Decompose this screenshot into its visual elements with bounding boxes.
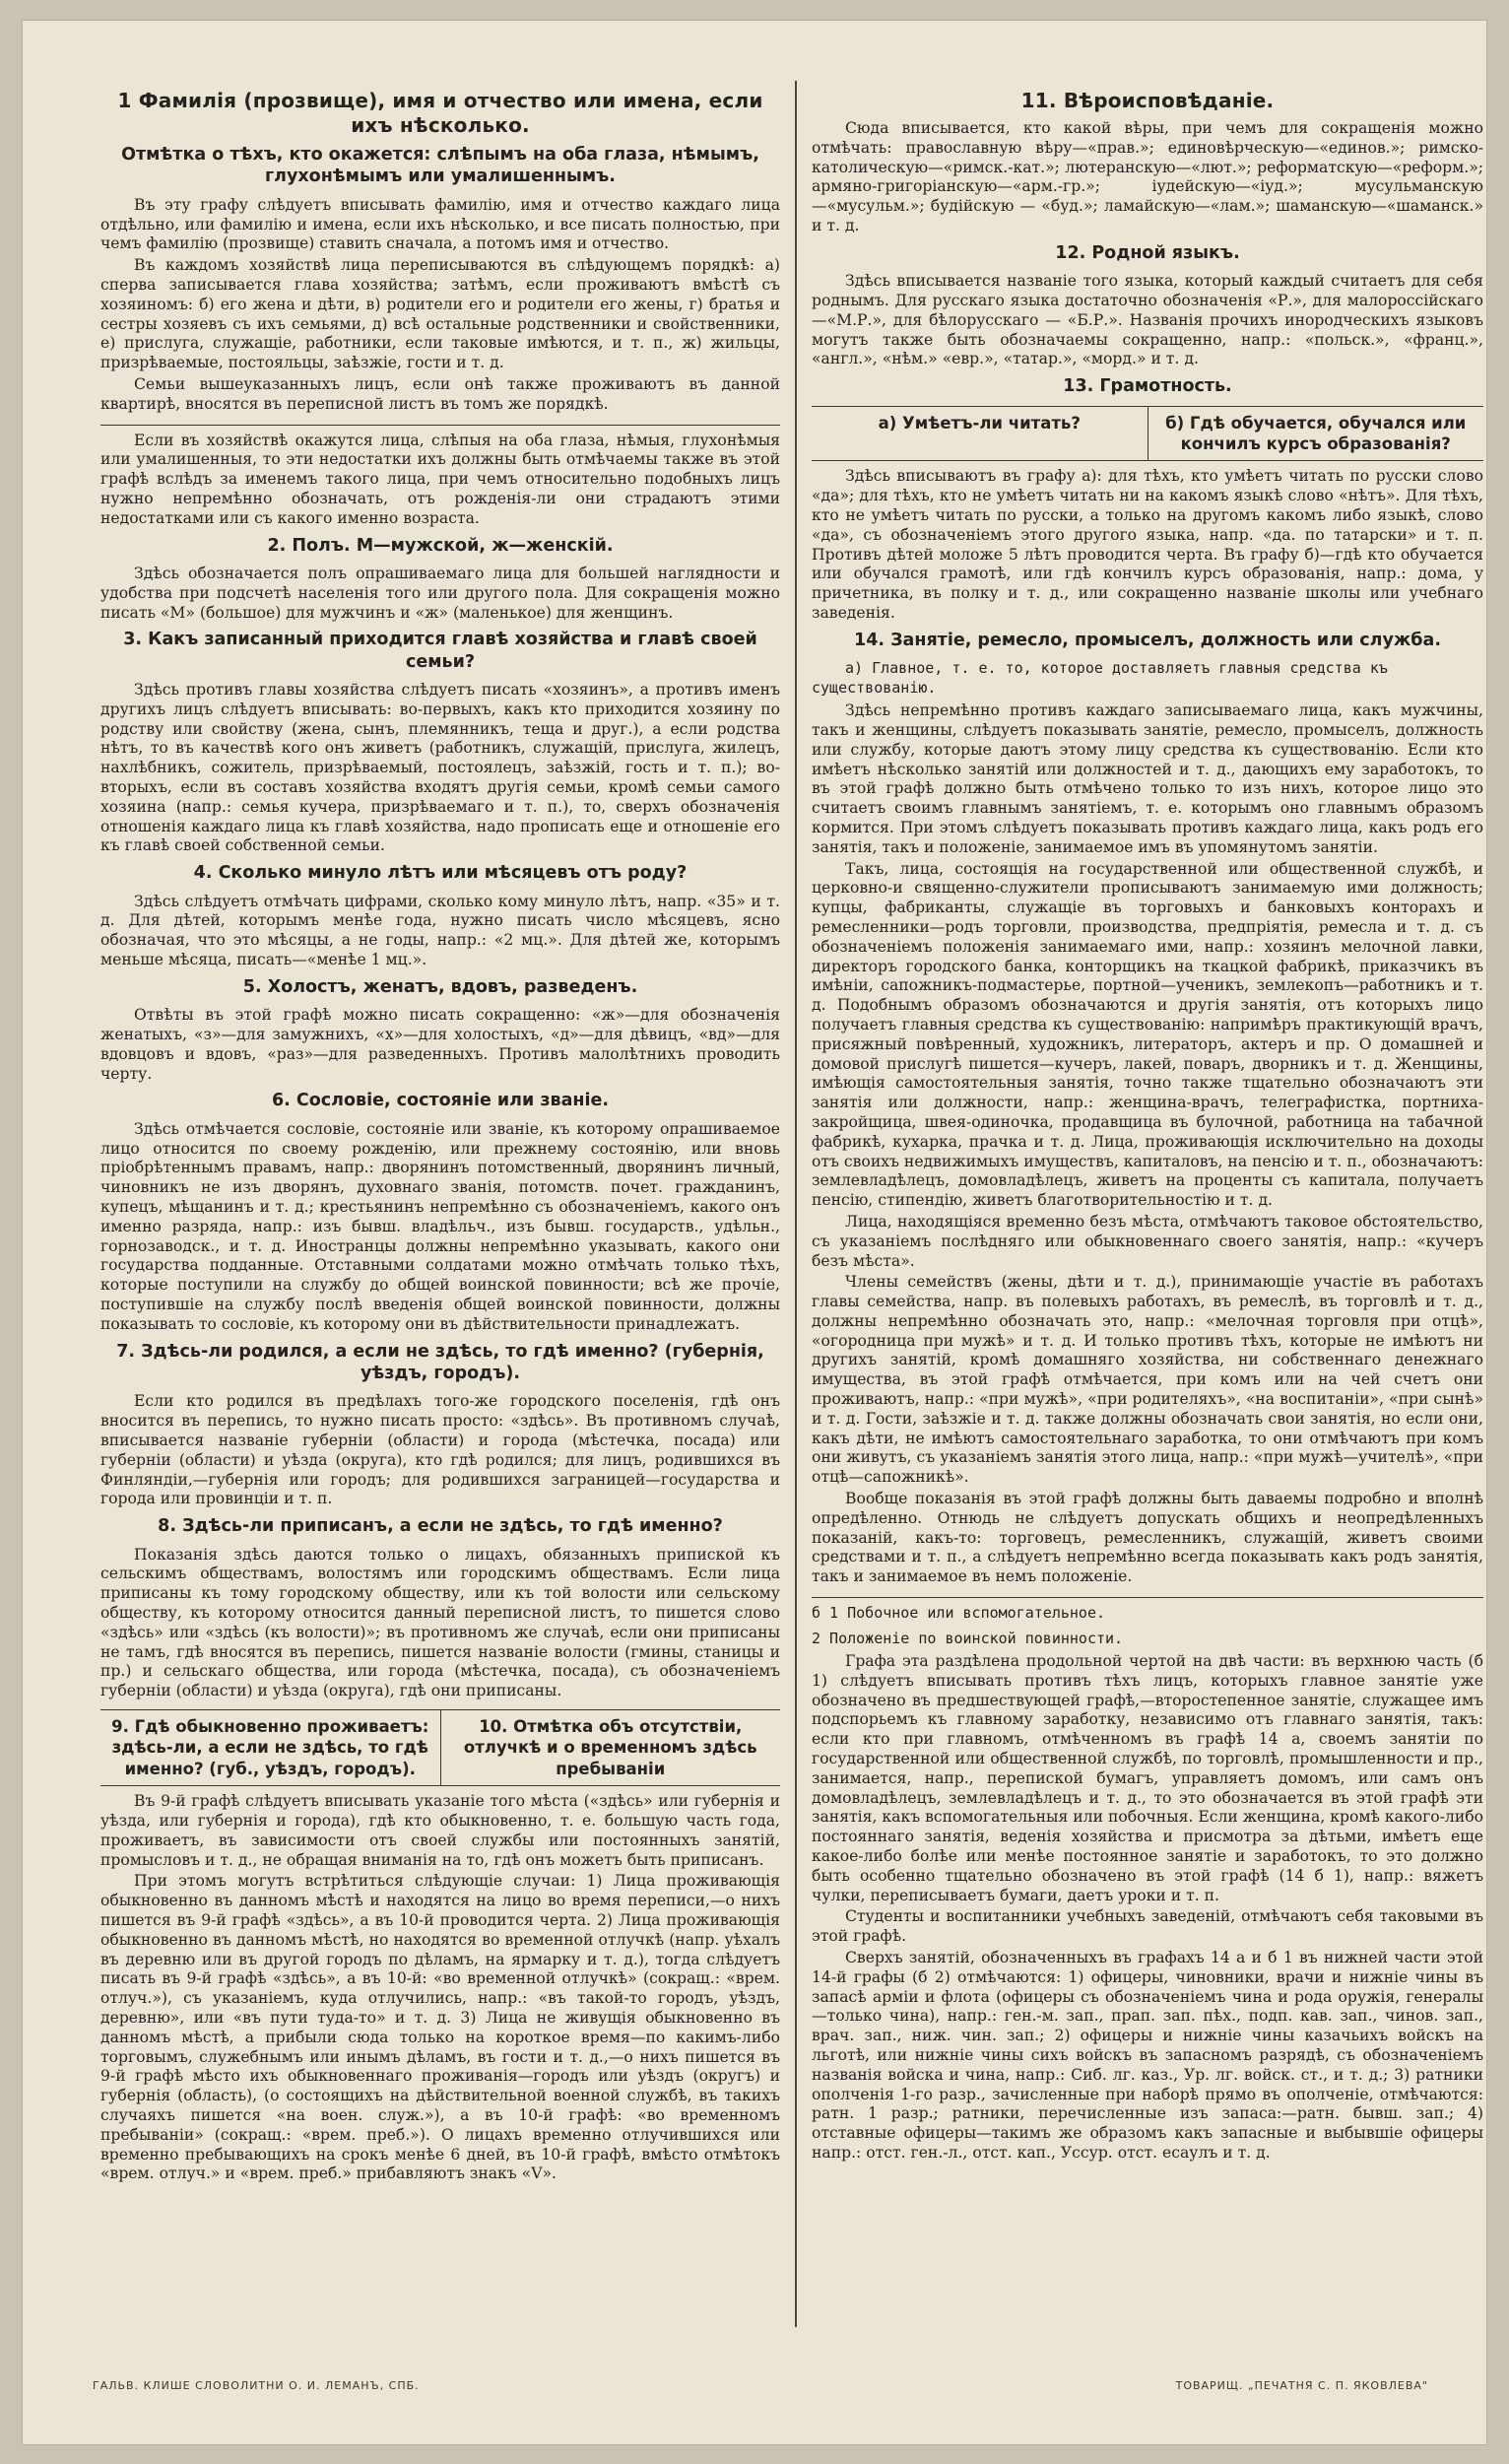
paragraph: Въ каждомъ хозяйствѣ лица переписываются въ слѣдующемъ порядкѣ: а) сперва записывается глава хозяйства; затѣмъ, если проживаютъ вмѣстѣ съ хозяиномъ: б) его жена и дѣти, в) родители его и родители его жены, г) братья и сестры хозяевъ съ ихъ семьями, д) всѣ остальные родственники и свойственники, е) прислуга, служащіе, работники, если таковые имѣются, и т. п., ж) жильцы, призрѣваемые, постояльцы, заѣзжіе, гости и т. д. bbox=[100, 256, 780, 372]
section-13b-title: б) Гдѣ обучается, обучался или кончилъ курсъ образованія? bbox=[1148, 407, 1484, 461]
divider bbox=[812, 1597, 1483, 1598]
left-column bbox=[100, 81, 780, 2327]
section-8-title: 8. Здѣсь-ли приписанъ, а если не здѣсь, то гдѣ именно? bbox=[158, 1516, 723, 1537]
section-13a-title: а) Умѣетъ-ли читать? bbox=[878, 413, 1081, 433]
paragraph: Здѣсь вписывается названіе того языка, который каждый считаетъ для себя роднымъ. Для русскаго языка достаточно обозначенія «Р.», для малороссійскаго—«М.Р.», для бѣлорусскаго — «Б.Р.». Названія прочихъ инородческихъ языковъ могутъ также быть обозначаемы сокращенно, напр.: «польск.», «франц.», «англ.», «нѣм.» «евр.», «татар.», «морд.» и т. д. bbox=[812, 272, 1483, 368]
section-13-title: 13. Грамотность. bbox=[1063, 376, 1232, 397]
section-12-title: 12. Родной языкъ. bbox=[1055, 242, 1240, 263]
paragraph: Вообще показанія въ этой графѣ должны быть даваемы подробно и вполнѣ опредѣленно. Отнюдь не слѣдуетъ допускать общихъ и неопредѣленныхъ показаній, какъ-то: торговецъ, ремесленникъ, служащій, живетъ своими средствами и т. п., а слѣдуетъ непремѣнно всегда показывать какъ родъ занятія, такъ и занимаемое въ немъ положеніе. bbox=[812, 1490, 1483, 1586]
section-9-10-header bbox=[100, 1709, 780, 1786]
section-7-title: 7. Здѣсь-ли родился, а если не здѣсь, то гдѣ именно? (губернія, уѣздъ, городъ). bbox=[116, 1341, 764, 1383]
paragraph: Графа эта раздѣлена продольной чертой на двѣ части: въ верхнюю часть (б 1) слѣдуетъ вписывать противъ тѣхъ лицъ, которыхъ главное занятіе уже обозначено въ предшествующей графѣ,—второстепенное занятіе, служащее имъ подспорьемъ къ главному заработку, независимо отъ главнаго занятія, такъ: если кто при главномъ, отмѣченномъ въ графѣ 14 а, своемъ занятіи по государственной или общественной службѣ, по торговлѣ, промышленности и пр., занимается, напр., перепиской бумагъ, управляетъ домомъ, или самъ онъ домовладѣлецъ, землевладѣлецъ и т. д., то это обозначается въ этой графѣ эти занятія, какъ вспомогательныя или побочныя. Если женщина, кромѣ какого-либо постояннаго занятія, веденія хозяйства и присмотра за дѣтьми, имѣетъ еще какое-либо болѣе или менѣе постоянное занятіе и заработокъ, то это должно быть особенно тщательно обозначено въ этой графѣ (14 б 1), напр.: вяжетъ чулки, переписываетъ бумаги, даетъ уроки и т. п. bbox=[812, 1652, 1483, 1904]
paragraph: Показанія здѣсь даются только о лицахъ, обязанныхъ припиской къ сельскимъ обществамъ, волостямъ или городскимъ обществамъ. Если лица приписаны къ тому городскому обществу, или къ той волости или сельскому обществу, къ которому относится данный переписной листъ, то пишется слово «здѣсь» или «здѣсь (къ волости)»; въ противномъ же случаѣ, если они приписаны не тамъ, гдѣ вносятся въ перепись, пишется названіе волости (гмины, станицы и пр.) и сельскаго общества, или города (мѣстечка, посада), съ обозначеніемъ губерніи (области) и уѣзда (округа), гдѣ они приписаны. bbox=[100, 1545, 780, 1700]
paragraph: Сверхъ занятій, обозначенныхъ въ графахъ 14 а и б 1 въ нижней части этой 14-й графы (б 2) отмѣчаются: 1) офицеры, чиновники, врачи и нижніе чины въ запасѣ арміи и флота (офицеры съ обозначеніемъ чина и рода оружія, генералы—только чина), напр.: ген.-м. зап., прап. зап. пѣх., подп. кав. зап., чинов. зап., врач. зап., ниж. чин. зап.; 2) офицеры и нижніе чины казачьихъ войскъ на льготѣ, или нижніе чины сихъ войскъ въ запасномъ разрядѣ, съ обозначеніемъ названія войска и чина, напр.: Сиб. лг. каз., Ур. лг. войск. ст., и т. д.; 3) ратники ополченія 1-го разр., зачисленные при наборѣ прямо въ ополченіе, отмѣчаются: ратн. 1 разр.; ратники, перечисленные изъ запаса:—ратн. бывш. зап.; 4) отставные офицеры—такимъ же образомъ какъ запасные и выбывшіе офицеры напр.: отст. ген.-л., отст. кап., Уссур. отст. есаулъ и т. д. bbox=[812, 1949, 1483, 2162]
paragraph: Если въ хозяйствѣ окажутся лица, слѣпыя на оба глаза, нѣмыя, глухонѣмыя или умалишенныя, то эти недостатки ихъ должны быть отмѣчаемы также въ этой графѣ вслѣдъ за именемъ такого лица, при чемъ относительно подобныхъ лицъ нужно непремѣнно обозначать, отъ рожденія-ли они страдаютъ этими недостатками или съ какого именно возраста. bbox=[100, 431, 780, 527]
section-5-title: 5. Холостъ, женатъ, вдовъ, разведенъ. bbox=[242, 976, 638, 997]
section-11-title: 11. Вѣроисповѣданіе. bbox=[1020, 89, 1275, 112]
paragraph: При этомъ могутъ встрѣтиться слѣдующіе случаи: 1) Лица проживающія обыкновенно въ данномъ мѣстѣ и находятся на лицо во время переписи,—о нихъ пишется въ 9-й графѣ «здѣсь», а въ 10-й проводится черта. 2) Лица проживающія обыкновенно въ данномъ мѣстѣ, но находятся во временной отлучкѣ (напр. уѣхалъ въ деревню или въ другой городъ по дѣламъ, на ярмарку и т. д.), тогда слѣдуетъ писать въ 9-й графѣ «здѣсь», а въ 10-й: «во временной отлучкѣ» (сокращ.: «врем. отлуч.»), съ указаніемъ, куда отлучились, напр.: «въ такой-то городъ, уѣздъ, деревню», или «въ пути туда-то» и т. д. 3) Лица не живущія обыкновенно въ данномъ мѣстѣ, а прибыли сюда только на короткое время—по какимъ-либо торговымъ, служебнымъ или инымъ дѣламъ, въ гости и т. д.,—о нихъ пишется въ 9-й графѣ мѣсто ихъ обыкновеннаго проживанія—городъ или уѣздъ (округъ) и губернія (область), (о состоящихъ на дѣйствительной военной службѣ, въ такихъ случаяхъ пишется «на воен. служ.»), а въ 10-й графѣ: «во временномъ пребываніи» (сокращ.: «врем. преб.»). О лицахъ временно отлучившихся или временно пребывающихъ на срокъ менѣе 6 дней, въ 10-й графѣ, вмѣсто отмѣтокъ «врем. отлуч.» и «врем. преб.» прибавляютъ знакъ «V». bbox=[100, 1872, 780, 2183]
paragraph: Здѣсь слѣдуетъ отмѣчать цифрами, сколько кому минуло лѣтъ, напр. «35» и т. д. Для дѣтей, которымъ менѣе года, нужно писать число мѣсяцевъ, ясно обозначая, что это мѣсяцы, а не годы, напр.: «2 мц.». Для дѣтей же, которымъ меньше мѣсяца, писать—«менѣе 1 мц.». bbox=[100, 892, 780, 969]
section-1-subtitle: Отмѣтка о тѣхъ, кто окажется: слѣпымъ на оба глаза, нѣмымъ, глухонѣмымъ или умалишеннымъ. bbox=[121, 145, 759, 187]
divider bbox=[100, 425, 780, 426]
paragraph: Здѣсь непремѣнно противъ каждаго записываемаго лица, какъ мужчины, такъ и женщины, слѣдуетъ показывать занятіе, ремесло, промыселъ, должность или службу, которые даютъ этому лицу средства къ существованію. Если кто имѣетъ нѣсколько занятій или должностей и т. д., дающихъ ему заработокъ, то въ этой графѣ должно быть отмѣчено только то изъ нихъ, которое лицо это считаетъ своимъ главнымъ занятіемъ, т. е. которымъ оно главнымъ образомъ кормится. При этомъ слѣдуетъ показывать противъ каждаго лица, какъ родъ его занятія, такъ и положеніе, занимаемое имъ въ упомянутомъ занятіи. bbox=[812, 701, 1483, 856]
paragraph: Лица, находящіяся временно безъ мѣста, отмѣчаютъ таковое обстоятельство, съ указаніемъ послѣдняго или обыкновеннаго своего занятія, напр.: «кучеръ безъ мѣста». bbox=[812, 1212, 1483, 1270]
paragraph: Отвѣты въ этой графѣ можно писать сокращенно: «ж»—для обозначенія женатыхъ, «з»—для замужнихъ, «х»—для холостыхъ, «д»—для дѣвицъ, «вд»—для вдовцовъ и вдовъ, «раз»—для разведенныхъ. Противъ малолѣтнихъ проводить черту. bbox=[100, 1006, 780, 1083]
paragraph: Семьи вышеуказанныхъ лицъ, если онѣ также проживаютъ въ данной квартирѣ, вносятся въ переписной листъ въ томъ же порядкѣ. bbox=[100, 374, 780, 413]
section-14-title: 14. Занятіе, ремесло, промыселъ, должность или служба. bbox=[854, 630, 1441, 650]
section-14b2-subtitle: 2 Положеніе по воинской повинности. bbox=[812, 1629, 1124, 1647]
section-4-title: 4. Сколько минуло лѣтъ или мѣсяцевъ отъ роду? bbox=[193, 863, 688, 884]
printer-imprint-right: ТОВАРИЩ. „ПЕЧАТНЯ С. П. ЯКОВЛЕВА" bbox=[1175, 2379, 1428, 2392]
section-14b1-subtitle: б 1 Побочное или вспомогательное. bbox=[812, 1604, 1106, 1623]
paragraph: Такъ, лица, состоящія на государственной или общественной службѣ, и церковно-и священно-служители прописываютъ занимаемую ими должность; купцы, фабриканты, служащіе въ торговыхъ и банковыхъ конторахъ и ремесленники—родъ торговли, производства, предпріятія, ремесла и т. д. съ обозначеніемъ положенія занимаемаго ими, напр.: хозяинъ мелочной лавки, директоръ городского банка, конторщикъ на ткацкой фабрикѣ, приказчикъ въ имѣніи, сапожникъ-подмастерье, портной—ученикъ, землекопъ—работникъ и т. д. Подобнымъ образомъ обозначаются и другія занятія, отъ которыхъ лицо получаетъ главныя средства къ существованію: напримѣръ практикующій врачъ, присяжный повѣренный, художникъ, литераторъ, актеръ и пр. О домашней и домовой прислугѣ пишется—кучеръ, лакей, поваръ, дворникъ и т. д. Женщины, имѣющія самостоятельныя занятія, точно также тщательно обозначаютъ эти занятія или должности, напр.: женщина-врачъ, телеграфистка, портниха-закройщица, швея-одиночка, продавщица въ булочной, работница на табачной фабрикѣ, кухарка, прачка и т. д. Лица, проживающія исключительно на доходы отъ своихъ недвижимыхъ имуществъ, капиталовъ, на пенсію и т. п., обозначаютъ: землевладѣлецъ, домовладѣлецъ, живетъ на проценты съ капитала, получаетъ пенсію, стипендію, живетъ благотворительностію и т. д. bbox=[812, 859, 1483, 1210]
section-13-header bbox=[812, 406, 1483, 462]
paragraph: Въ 9-й графѣ слѣдуетъ вписывать указаніе того мѣста («здѣсь» или губернія и уѣзда, или губернія и города), гдѣ кто обыкновенно, т. е. большую часть года, проживаетъ, въ зависимости отъ своей службы или постоянныхъ занятій, промысловъ и т. д., не обращая вниманія на то, гдѣ онъ можетъ быть приписанъ. bbox=[100, 1792, 780, 1869]
section-3-title: 3. Какъ записанный приходится главѣ хозяйства и главѣ своей семьи? bbox=[123, 630, 757, 672]
right-column bbox=[812, 81, 1483, 2327]
section-14a-subtitle: а) Главное, т. е. то, которое доставляетъ главныя средства къ существованію. bbox=[812, 659, 1388, 697]
paragraph: Здѣсь отмѣчается сословіе, состояніе или званіе, къ которому опрашиваемое лицо относится по своему рожденію, или прежнему состоянію, или вновь пріобрѣтеннымъ правамъ, напр.: дворянинъ потомственный, дворянинъ личный, чиновникъ не изъ дворянъ, духовнаго званія, потомств. почет. гражданинъ, купецъ, мѣщанинъ и т. д.; крестьянинъ непремѣнно съ обозначеніемъ, какого онъ именно разряда, напр.: изъ бывш. владѣльч., изъ бывш. государств., удѣльн., горнозаводск., и т. д. Иностранцы должны непремѣнно указывать, какого они государства подданные. Отставными солдатами можно отмѣчать только тѣхъ, которые поступили на службу до общей воинской повинности; всѣ же прочіе, поступившіе на службу послѣ введенія общей воинской повинности, должны показывать то сословіе, къ которому они въ дѣйствительности принадлежатъ. bbox=[100, 1119, 780, 1333]
paragraph: Члены семействъ (жены, дѣти и т. д.), принимающіе участіе въ работахъ главы семейства, напр. въ полевыхъ работахъ, въ ремеслѣ, въ торговлѣ и т. д., должны непремѣнно обозначать это, напр.: «мелочная торговля при отцѣ», «огородница при мужѣ» и т. д. И только противъ тѣхъ, которые не имѣютъ ни другихъ занятій, кромѣ домашняго хозяйства, ни собственнаго денежнаго имущества, въ этой графѣ отмѣчается, при комъ или на чей счетъ они проживаютъ, напр.: «при мужѣ», «при родителяхъ», «на воспитаніи», «при сынѣ» и т. д. Гости, заѣзжіе и т. д. также должны обозначать свои занятія, но если они, какъ дѣти, не имѣютъ самостоятельнаго заработка, то они отмѣчаютъ при комъ они живутъ, съ указаніемъ занятія этого лица, напр.: «при мужѣ—учителѣ», «при отцѣ—сапожникѣ». bbox=[812, 1273, 1483, 1487]
paragraph: Здѣсь вписываютъ въ графу а): для тѣхъ, кто умѣетъ читать по русски слово «да»; для тѣхъ, кто не умѣетъ читать ни на какомъ языкѣ слово «нѣтъ». Для тѣхъ, кто не умѣетъ читать по русски, а только на другомъ какомъ либо языкѣ, слово «да», съ обозначеніемъ этого другого языка, напр. «да. по татарски» и т. п. Противъ дѣтей моложе 5 лѣтъ проводится черта. Въ графу б)—гдѣ кто обучается или обучался грамотѣ, или гдѣ кончилъ курсъ образованія, напр.: дома, у причетника, въ полку и т. д., или сокращенно названіе школы или учебнаго заведенія. bbox=[812, 467, 1483, 622]
section-1-title: 1 Фамилія (прозвище), имя и отчество или имена, если ихъ нѣсколько. bbox=[117, 89, 763, 137]
census-instruction-sheet bbox=[22, 20, 1487, 2445]
section-9-title: 9. Гдѣ обыкновенно проживаетъ: здѣсь-ли, а если не здѣсь, то гдѣ именно? (губ., уѣздъ, городъ). bbox=[111, 1716, 429, 1778]
section-10-title: 10. Отмѣтка объ отсутствіи, отлучкѣ и о временномъ здѣсь пребываніи bbox=[440, 1710, 781, 1785]
paragraph: Сюда вписывается, кто какой вѣры, при чемъ для сокращенія можно отмѣчать: православную вѣру—«прав.»; единовѣрческую—«единов.»; римско-католическую—«римск.-кат.»; лютеранскую—«лют.»; реформатскую—«реформ.»; армяно-григоріанскую—«арм.-гр.»; іудейскую—«іуд.»; мусульманскую—«мусульм.»; будійскую — «буд.»; ламайскую—«лам.»; шаманскую—«шаманск.» и т. д. bbox=[812, 119, 1483, 234]
paragraph: Студенты и воспитанники учебныхъ заведеній, отмѣчаютъ себя таковыми въ этой графѣ. bbox=[812, 1907, 1483, 1946]
column-divider bbox=[795, 81, 797, 2327]
section-2-title: 2. Полъ. М—мужской, ж—женскій. bbox=[267, 535, 614, 556]
paragraph: Здѣсь обозначается полъ опрашиваемаго лица для большей наглядности и удобства при подсчетѣ населенія того или другого пола. Для сокращенія можно писать «М» (большое) для мужчинъ и «ж» (маленькое) для женщинъ. bbox=[100, 564, 780, 622]
section-6-title: 6. Сословіе, состояніе или званіе. bbox=[272, 1091, 609, 1111]
printer-imprint-left: ГАЛЬВ. КЛИШЕ СЛОВОЛИТНИ О. И. ЛЕМАНЪ, СПБ. bbox=[93, 2379, 420, 2392]
paragraph: Въ эту графу слѣдуетъ вписывать фамилію, имя и отчество каждаго лица отдѣльно, или фамилію и имена, если ихъ нѣсколько, и все писать полностью, при чемъ фамилію (прозвище) ставить сначала, а потомъ имя и отчество. bbox=[100, 195, 780, 253]
paragraph: Здѣсь противъ главы хозяйства слѣдуетъ писать «хозяинъ», а противъ именъ другихъ лицъ слѣдуетъ вписывать: во-первыхъ, какъ кто приходится хозяину по родству или свойству (жена, сынъ, племянникъ, теща и друг.), а если родства нѣтъ, то въ качествѣ кого онъ живетъ (работникъ, служащій, прислуга, жилецъ, нахлѣбникъ, сожитель, призрѣваемый, постоялецъ, заѣзжій, гость и т. п.); во-вторыхъ, если въ составъ хозяйства входятъ другія семьи, кромѣ семьи самого хозяина (напр.: семья кучера, призрѣваемаго и т. п.), то, сверхъ обозначенія отношенія каждаго лица къ главѣ хозяйства, надо прописать еще и отношеніе его къ главѣ своей собственной семьи. bbox=[100, 681, 780, 855]
paragraph: Если кто родился въ предѣлахъ того-же городского поселенія, гдѣ онъ вносится въ перепись, то нужно писать просто: «здѣсь». Въ противномъ случаѣ, вписывается названіе губерніи (области) и города (мѣстечка, посада) или губерніи (области) и уѣзда (округа), кто гдѣ родился; для лицъ, родившихся въ Финляндіи,—губернія или городъ; для родившихся заграницей—государства и города или провинціи и т. п. bbox=[100, 1392, 780, 1508]
